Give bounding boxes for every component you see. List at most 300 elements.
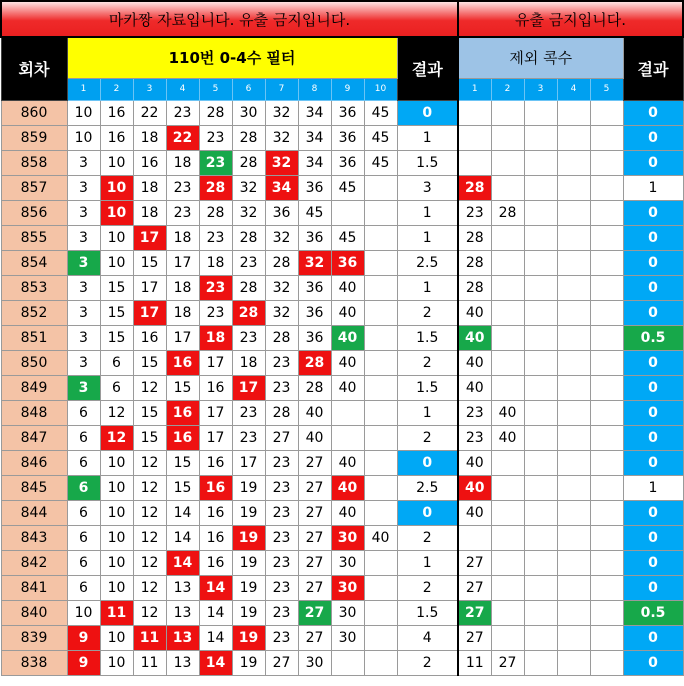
exclude-number-cell xyxy=(590,250,623,275)
filter-number-cell: 14 xyxy=(166,525,199,550)
banner-left: 마카짱 자료입니다. 유출 금지입니다. xyxy=(1,1,458,37)
result2-cell: 0 xyxy=(623,425,683,450)
exclude-number-cell xyxy=(590,325,623,350)
exclude-number-cell xyxy=(590,525,623,550)
exclude-number-cell xyxy=(491,450,524,475)
result2-cell: 0 xyxy=(623,500,683,525)
round-cell: 847 xyxy=(1,425,67,450)
filter-col-10: 10 xyxy=(364,78,397,100)
result2-cell: 0 xyxy=(623,450,683,475)
result-cell: 1 xyxy=(397,400,458,425)
filter-number-cell: 10 xyxy=(67,600,100,625)
filter-number-cell: 27 xyxy=(265,650,298,675)
filter-number-cell xyxy=(364,425,397,450)
exclude-col-5: 5 xyxy=(590,78,623,100)
filter-number-cell: 23 xyxy=(265,500,298,525)
exclude-number-cell xyxy=(524,225,557,250)
filter-number-cell: 17 xyxy=(133,225,166,250)
result-cell: 2.5 xyxy=(397,250,458,275)
exclude-number-cell xyxy=(590,350,623,375)
filter-number-cell: 10 xyxy=(100,250,133,275)
exclude-number-cell xyxy=(524,475,557,500)
filter-number-cell: 19 xyxy=(232,525,265,550)
result-header: 결과 xyxy=(397,37,458,100)
filter-number-cell: 28 xyxy=(232,225,265,250)
round-cell: 860 xyxy=(1,100,67,125)
filter-number-cell: 16 xyxy=(100,125,133,150)
filter-number-cell: 32 xyxy=(232,175,265,200)
filter-number-cell: 10 xyxy=(100,575,133,600)
filter-number-cell: 14 xyxy=(199,575,232,600)
filter-number-cell: 6 xyxy=(67,450,100,475)
filter-number-cell: 3 xyxy=(67,375,100,400)
filter-number-cell: 3 xyxy=(67,175,100,200)
filter-number-cell: 10 xyxy=(100,150,133,175)
filter-number-cell: 23 xyxy=(265,475,298,500)
filter-number-cell: 13 xyxy=(166,625,199,650)
exclude-number-cell xyxy=(491,275,524,300)
exclude-number-cell xyxy=(524,125,557,150)
filter-number-cell: 27 xyxy=(298,550,331,575)
filter-number-cell: 18 xyxy=(199,250,232,275)
result-cell: 1 xyxy=(397,125,458,150)
table-row xyxy=(1,175,683,200)
filter-number-cell: 16 xyxy=(166,350,199,375)
exclude-number-cell: 40 xyxy=(458,450,491,475)
result2-cell: 0 xyxy=(623,400,683,425)
exclude-number-cell xyxy=(524,575,557,600)
filter-number-cell: 18 xyxy=(199,325,232,350)
round-cell: 855 xyxy=(1,225,67,250)
filter-number-cell: 22 xyxy=(133,100,166,125)
filter-number-cell: 34 xyxy=(265,175,298,200)
filter-number-cell: 23 xyxy=(265,625,298,650)
filter-number-cell: 18 xyxy=(166,150,199,175)
result2-cell: 0 xyxy=(623,300,683,325)
exclude-number-cell xyxy=(524,325,557,350)
filter-number-cell xyxy=(364,375,397,400)
exclude-number-cell: 23 xyxy=(458,200,491,225)
filter-number-cell: 36 xyxy=(298,225,331,250)
filter-number-cell: 14 xyxy=(166,500,199,525)
filter-number-cell: 36 xyxy=(331,150,364,175)
exclude-number-cell xyxy=(590,150,623,175)
filter-number-cell: 40 xyxy=(331,350,364,375)
exclude-number-cell xyxy=(524,275,557,300)
exclude-number-cell xyxy=(557,500,590,525)
round-cell: 856 xyxy=(1,200,67,225)
exclude-number-cell xyxy=(491,225,524,250)
table-row xyxy=(1,450,683,475)
table-row xyxy=(1,200,683,225)
result2-cell: 0 xyxy=(623,125,683,150)
round-cell: 857 xyxy=(1,175,67,200)
filter-number-cell: 27 xyxy=(265,425,298,450)
filter-number-cell: 15 xyxy=(100,325,133,350)
filter-number-cell xyxy=(364,225,397,250)
exclude-number-cell xyxy=(524,450,557,475)
exclude-number-cell xyxy=(491,600,524,625)
filter-number-cell: 28 xyxy=(298,375,331,400)
exclude-number-cell xyxy=(524,425,557,450)
exclude-number-cell xyxy=(557,425,590,450)
filter-number-cell: 28 xyxy=(232,275,265,300)
filter-number-cell: 6 xyxy=(67,575,100,600)
filter-number-cell: 30 xyxy=(331,625,364,650)
filter-number-cell: 16 xyxy=(199,525,232,550)
result2-cell: 0 xyxy=(623,200,683,225)
filter-number-cell: 40 xyxy=(331,475,364,500)
filter-number-cell: 12 xyxy=(133,550,166,575)
filter-number-cell xyxy=(364,350,397,375)
result-cell: 1.5 xyxy=(397,325,458,350)
filter-number-cell: 16 xyxy=(166,400,199,425)
filter-number-cell: 27 xyxy=(298,450,331,475)
table-row xyxy=(1,575,683,600)
filter-col-2: 2 xyxy=(100,78,133,100)
filter-number-cell: 16 xyxy=(199,500,232,525)
round-cell: 844 xyxy=(1,500,67,525)
exclude-number-cell xyxy=(491,475,524,500)
filter-number-cell: 18 xyxy=(166,225,199,250)
filter-number-cell: 27 xyxy=(298,575,331,600)
filter-number-cell xyxy=(364,200,397,225)
filter-number-cell: 12 xyxy=(133,375,166,400)
table-row xyxy=(1,600,683,625)
filter-number-cell: 32 xyxy=(298,250,331,275)
exclude-number-cell xyxy=(557,450,590,475)
filter-number-cell: 3 xyxy=(67,300,100,325)
filter-number-cell: 23 xyxy=(166,100,199,125)
exclude-number-cell xyxy=(491,325,524,350)
filter-number-cell: 12 xyxy=(133,600,166,625)
filter-number-cell: 30 xyxy=(331,600,364,625)
table-row xyxy=(1,650,683,675)
filter-number-cell: 12 xyxy=(100,400,133,425)
exclude-number-cell xyxy=(590,200,623,225)
exclude-number-cell xyxy=(557,250,590,275)
round-cell: 851 xyxy=(1,325,67,350)
filter-number-cell: 17 xyxy=(199,350,232,375)
table-row xyxy=(1,550,683,575)
exclude-number-cell xyxy=(491,575,524,600)
round-cell: 839 xyxy=(1,625,67,650)
filter-number-cell: 27 xyxy=(298,475,331,500)
filter-number-cell: 3 xyxy=(67,150,100,175)
exclude-number-cell xyxy=(557,475,590,500)
filter-col-7: 7 xyxy=(265,78,298,100)
exclude-number-cell xyxy=(491,300,524,325)
filter-number-cell: 15 xyxy=(133,400,166,425)
exclude-number-cell xyxy=(491,175,524,200)
filter-number-cell: 10 xyxy=(100,450,133,475)
filter-number-cell xyxy=(364,550,397,575)
exclude-number-cell xyxy=(590,425,623,450)
filter-number-cell: 15 xyxy=(166,375,199,400)
exclude-number-cell: 40 xyxy=(458,350,491,375)
filter-number-cell: 19 xyxy=(232,575,265,600)
exclude-number-cell xyxy=(524,300,557,325)
filter-number-cell: 10 xyxy=(100,175,133,200)
result-cell: 1.5 xyxy=(397,600,458,625)
filter-number-cell: 3 xyxy=(67,350,100,375)
exclude-number-cell xyxy=(590,300,623,325)
filter-number-cell: 28 xyxy=(232,125,265,150)
exclude-number-cell: 27 xyxy=(458,600,491,625)
filter-number-cell: 28 xyxy=(232,300,265,325)
filter-number-cell: 32 xyxy=(232,200,265,225)
filter-number-cell: 28 xyxy=(265,250,298,275)
filter-col-6: 6 xyxy=(232,78,265,100)
exclude-col-1: 1 xyxy=(458,78,491,100)
exclude-number-cell xyxy=(524,375,557,400)
round-cell: 858 xyxy=(1,150,67,175)
round-cell: 850 xyxy=(1,350,67,375)
filter-number-cell: 23 xyxy=(265,450,298,475)
filter-number-cell: 23 xyxy=(265,600,298,625)
round-cell: 849 xyxy=(1,375,67,400)
filter-number-cell xyxy=(364,625,397,650)
exclude-number-cell: 40 xyxy=(458,300,491,325)
filter-number-cell xyxy=(364,300,397,325)
filter-number-cell: 16 xyxy=(166,425,199,450)
filter-number-cell: 36 xyxy=(298,325,331,350)
exclude-number-cell xyxy=(590,625,623,650)
exclude-number-cell xyxy=(524,525,557,550)
exclude-col-2: 2 xyxy=(491,78,524,100)
result2-cell: 0 xyxy=(623,225,683,250)
exclude-number-cell xyxy=(557,150,590,175)
filter-number-cell: 23 xyxy=(232,250,265,275)
filter-number-cell: 28 xyxy=(265,325,298,350)
filter-number-cell: 32 xyxy=(265,275,298,300)
filter-number-cell xyxy=(364,450,397,475)
result2-cell: 0 xyxy=(623,525,683,550)
filter-number-cell xyxy=(364,325,397,350)
filter-number-cell: 45 xyxy=(331,225,364,250)
round-cell: 840 xyxy=(1,600,67,625)
filter-number-cell: 23 xyxy=(199,275,232,300)
filter-number-cell: 27 xyxy=(298,600,331,625)
filter-number-cell: 40 xyxy=(331,375,364,400)
result-cell: 0 xyxy=(397,100,458,125)
round-cell: 854 xyxy=(1,250,67,275)
exclude-number-cell xyxy=(491,350,524,375)
result2-cell: 0 xyxy=(623,100,683,125)
exclude-number-cell xyxy=(557,350,590,375)
round-cell: 843 xyxy=(1,525,67,550)
filter-number-cell xyxy=(331,650,364,675)
filter-number-cell: 16 xyxy=(199,375,232,400)
table-row xyxy=(1,525,683,550)
filter-number-cell: 36 xyxy=(298,175,331,200)
filter-number-cell: 45 xyxy=(298,200,331,225)
filter-number-cell: 27 xyxy=(298,525,331,550)
filter-number-cell: 15 xyxy=(100,275,133,300)
exclude-number-cell xyxy=(524,650,557,675)
filter-number-cell: 18 xyxy=(166,300,199,325)
filter-number-cell: 6 xyxy=(67,550,100,575)
filter-number-cell: 40 xyxy=(331,325,364,350)
filter-number-cell: 40 xyxy=(298,400,331,425)
exclude-number-cell xyxy=(491,375,524,400)
filter-number-cell: 30 xyxy=(331,525,364,550)
filter-number-cell: 12 xyxy=(100,425,133,450)
exclude-number-cell: 28 xyxy=(491,200,524,225)
filter-number-cell: 36 xyxy=(331,125,364,150)
exclude-number-cell xyxy=(491,525,524,550)
result-cell: 2 xyxy=(397,650,458,675)
exclude-number-cell: 40 xyxy=(491,400,524,425)
exclude-number-cell xyxy=(524,500,557,525)
exclude-header: 제외 콕수 xyxy=(458,37,623,78)
filter-number-cell: 16 xyxy=(100,100,133,125)
exclude-number-cell xyxy=(557,275,590,300)
round-cell: 853 xyxy=(1,275,67,300)
filter-number-cell xyxy=(364,275,397,300)
filter-number-cell: 16 xyxy=(133,325,166,350)
result-cell: 0 xyxy=(397,450,458,475)
filter-number-cell: 6 xyxy=(67,525,100,550)
result2-cell: 0 xyxy=(623,150,683,175)
filter-number-cell: 23 xyxy=(199,225,232,250)
filter-number-cell: 30 xyxy=(298,650,331,675)
filter-number-cell: 23 xyxy=(166,200,199,225)
filter-number-cell: 16 xyxy=(133,150,166,175)
filter-number-cell: 23 xyxy=(265,550,298,575)
exclude-number-cell xyxy=(491,500,524,525)
filter-number-cell: 13 xyxy=(166,575,199,600)
filter-col-3: 3 xyxy=(133,78,166,100)
filter-number-cell: 10 xyxy=(67,100,100,125)
filter-number-cell: 19 xyxy=(232,550,265,575)
filter-number-cell xyxy=(364,575,397,600)
exclude-number-cell xyxy=(458,525,491,550)
result2-cell: 0 xyxy=(623,625,683,650)
filter-number-cell xyxy=(331,200,364,225)
filter-number-cell: 23 xyxy=(199,150,232,175)
filter-number-cell: 6 xyxy=(67,475,100,500)
filter-number-cell xyxy=(364,500,397,525)
exclude-number-cell: 28 xyxy=(458,250,491,275)
filter-number-cell: 18 xyxy=(133,175,166,200)
filter-number-cell: 15 xyxy=(166,450,199,475)
exclude-number-cell: 40 xyxy=(458,375,491,400)
result2-cell: 0 xyxy=(623,375,683,400)
exclude-number-cell: 23 xyxy=(458,400,491,425)
exclude-number-cell xyxy=(491,625,524,650)
filter-number-cell: 6 xyxy=(67,500,100,525)
filter-number-cell: 14 xyxy=(199,625,232,650)
exclude-number-cell: 27 xyxy=(458,575,491,600)
exclude-number-cell xyxy=(557,125,590,150)
exclude-number-cell: 23 xyxy=(458,425,491,450)
filter-number-cell: 6 xyxy=(67,425,100,450)
table-row xyxy=(1,400,683,425)
filter-number-cell: 17 xyxy=(133,275,166,300)
filter-col-1: 1 xyxy=(67,78,100,100)
filter-number-cell: 10 xyxy=(100,525,133,550)
exclude-number-cell: 27 xyxy=(458,625,491,650)
result2-cell: 0 xyxy=(623,650,683,675)
filter-number-cell: 17 xyxy=(133,300,166,325)
filter-number-cell: 13 xyxy=(166,650,199,675)
round-header: 회차 xyxy=(1,37,67,100)
table-row xyxy=(1,625,683,650)
filter-number-cell: 19 xyxy=(232,650,265,675)
exclude-number-cell: 40 xyxy=(458,500,491,525)
result-cell: 0 xyxy=(397,500,458,525)
table-row xyxy=(1,125,683,150)
exclude-number-cell xyxy=(557,550,590,575)
filter-number-cell: 34 xyxy=(298,100,331,125)
exclude-number-cell xyxy=(590,575,623,600)
filter-number-cell: 14 xyxy=(199,650,232,675)
filter-number-cell: 30 xyxy=(331,575,364,600)
exclude-number-cell xyxy=(557,625,590,650)
filter-number-cell: 36 xyxy=(331,250,364,275)
result-cell: 2 xyxy=(397,300,458,325)
round-cell: 859 xyxy=(1,125,67,150)
filter-number-cell: 15 xyxy=(166,475,199,500)
filter-number-cell: 3 xyxy=(67,200,100,225)
exclude-number-cell xyxy=(557,525,590,550)
table-row xyxy=(1,100,683,125)
filter-number-cell: 30 xyxy=(232,100,265,125)
filter-number-cell: 23 xyxy=(265,350,298,375)
round-cell: 841 xyxy=(1,575,67,600)
filter-number-cell: 40 xyxy=(331,300,364,325)
round-cell: 842 xyxy=(1,550,67,575)
filter-number-cell: 32 xyxy=(265,300,298,325)
filter-number-cell: 40 xyxy=(298,425,331,450)
exclude-number-cell xyxy=(590,600,623,625)
result2-cell: 0.5 xyxy=(623,600,683,625)
filter-number-cell: 12 xyxy=(133,500,166,525)
filter-number-cell: 19 xyxy=(232,500,265,525)
exclude-number-cell xyxy=(491,550,524,575)
filter-number-cell: 15 xyxy=(133,350,166,375)
result2-cell: 1 xyxy=(623,475,683,500)
exclude-number-cell xyxy=(557,225,590,250)
result2-cell: 0.5 xyxy=(623,325,683,350)
filter-number-cell: 19 xyxy=(232,625,265,650)
round-cell: 845 xyxy=(1,475,67,500)
table-row xyxy=(1,225,683,250)
filter-number-cell: 9 xyxy=(67,625,100,650)
filter-number-cell: 23 xyxy=(199,125,232,150)
exclude-number-cell xyxy=(590,475,623,500)
exclude-number-cell: 28 xyxy=(458,275,491,300)
filter-number-cell: 12 xyxy=(133,575,166,600)
result-cell: 1 xyxy=(397,200,458,225)
exclude-number-cell: 28 xyxy=(458,175,491,200)
exclude-number-cell xyxy=(524,625,557,650)
filter-number-cell: 32 xyxy=(265,225,298,250)
filter-number-cell xyxy=(364,175,397,200)
exclude-number-cell xyxy=(491,250,524,275)
filter-number-cell xyxy=(364,400,397,425)
result2-cell: 0 xyxy=(623,275,683,300)
filter-number-cell: 23 xyxy=(232,325,265,350)
filter-number-cell xyxy=(364,250,397,275)
exclude-number-cell xyxy=(590,175,623,200)
exclude-number-cell xyxy=(458,100,491,125)
filter-number-cell: 36 xyxy=(265,200,298,225)
exclude-number-cell xyxy=(557,100,590,125)
exclude-number-cell: 40 xyxy=(458,325,491,350)
exclude-number-cell xyxy=(557,575,590,600)
